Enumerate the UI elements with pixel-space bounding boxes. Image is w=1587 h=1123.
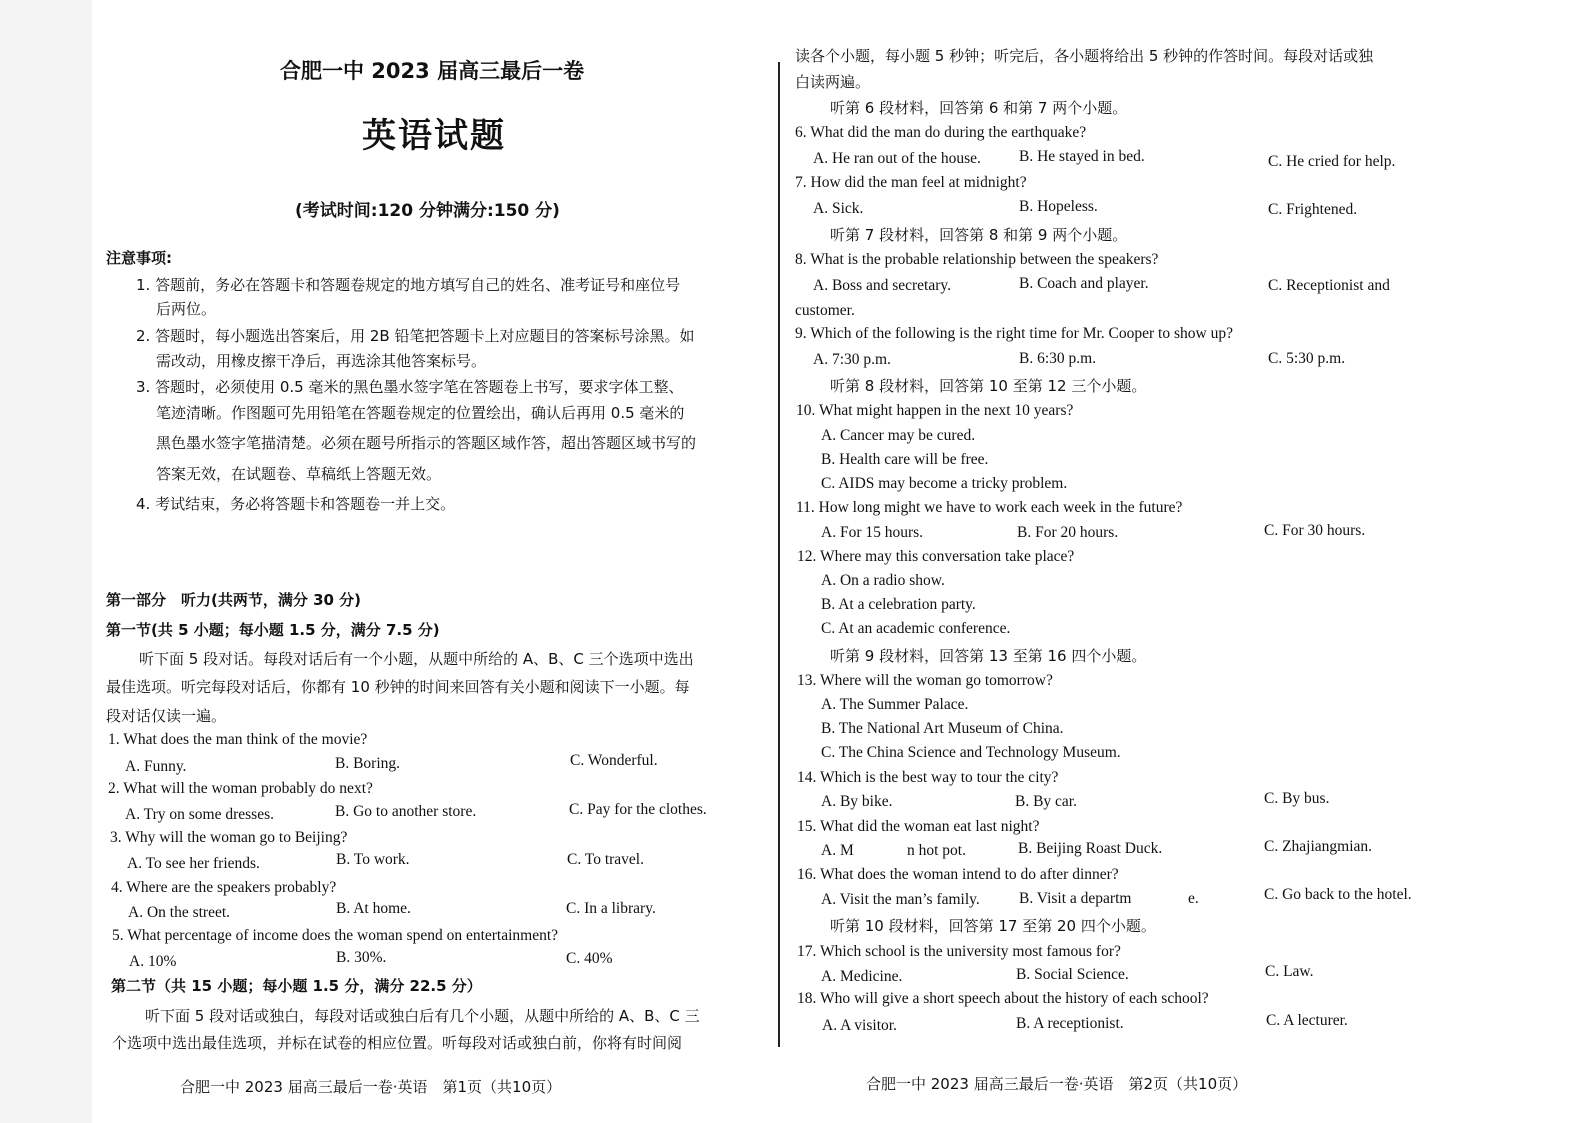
option-a: A. To see her friends. bbox=[127, 855, 260, 872]
page-footer-right: 合肥一中 2023 届高三最后一卷·英语 第2页（共10页） bbox=[866, 1075, 1248, 1093]
material-heading: 听第 8 段材料，回答第 10 至第 12 三个小题。 bbox=[830, 377, 1147, 395]
notice-line: 4. 考试结束，务必将答题卡和答题卷一并上交。 bbox=[136, 495, 456, 513]
question-stem: 7. How did the man feel at midnight? bbox=[795, 174, 1027, 191]
question-stem: 18. Who will give a short speech about the history of each school? bbox=[797, 990, 1209, 1007]
option-b: B. Go to another store. bbox=[335, 803, 477, 820]
notice-line: 1. 答题前，务必在答题卡和答题卷规定的地方填写自己的姓名、准考证号和座位号 bbox=[136, 276, 681, 294]
question-stem: 13. Where will the woman go tomorrow? bbox=[797, 672, 1053, 689]
question-stem: 14. Which is the best way to tour the city? bbox=[797, 769, 1059, 786]
option-b: B. To work. bbox=[336, 851, 410, 868]
section2-instruction: 听下面 5 段对话或独白，每段对话或独白后有几个小题，从题中所给的 A、B、C 三 bbox=[145, 1007, 700, 1025]
option-a: A. 7:30 p.m. bbox=[813, 351, 891, 368]
option-a: A. For 15 hours. bbox=[821, 524, 924, 541]
part1-heading: 第一部分 听力(共两节，满分 30 分) bbox=[106, 591, 362, 609]
question-stem: 12. Where may this conversation take place? bbox=[797, 548, 1075, 565]
option-a: A. The Summer Palace. bbox=[821, 696, 969, 713]
option-a: A. By bike. bbox=[821, 793, 893, 810]
scan-margin-shade bbox=[0, 0, 92, 1123]
option-b: B. Visit a departm bbox=[1019, 890, 1132, 907]
option-c: C. 40% bbox=[566, 950, 613, 967]
notice-line: 需改动，用橡皮擦干净后，再选涂其他答案标号。 bbox=[156, 352, 487, 370]
option-c: C. He cried for help. bbox=[1268, 153, 1396, 170]
option-c: C. To travel. bbox=[567, 851, 644, 868]
option-b: B. Hopeless. bbox=[1019, 198, 1098, 215]
option-b: B. Beijing Roast Duck. bbox=[1018, 840, 1163, 857]
intro-line: 读各个小题，每小题 5 秒钟；听完后，各小题将给出 5 秒钟的作答时间。每段对话或独 bbox=[795, 47, 1374, 65]
option-a: A. On the street. bbox=[128, 904, 231, 921]
option-c: C. Frightened. bbox=[1268, 201, 1358, 218]
option-c: C. Wonderful. bbox=[570, 752, 658, 769]
option-c: C. In a library. bbox=[566, 900, 656, 917]
question-stem: 1. What does the man think of the movie? bbox=[108, 731, 368, 748]
material-heading: 听第 6 段材料，回答第 6 和第 7 两个小题。 bbox=[830, 99, 1128, 117]
question-stem: 9. Which of the following is the right time for Mr. Cooper to show up? bbox=[795, 325, 1233, 342]
option-c: C. The China Science and Technology Museum. bbox=[821, 744, 1121, 761]
option-c: C. Pay for the clothes. bbox=[569, 801, 707, 818]
notice-line: 笔迹清晰。作图题可先用铅笔在答题卷规定的位置绘出，确认后再用 0.5 毫米的 bbox=[156, 404, 685, 422]
option-c: C. Zhajiangmian. bbox=[1264, 838, 1373, 855]
option-a: A. Cancer may be cured. bbox=[821, 427, 976, 444]
intro-line: 白读两遍。 bbox=[795, 73, 871, 91]
option-c: C. A lecturer. bbox=[1266, 1012, 1348, 1029]
exam-school-title: 合肥一中 2023 届高三最后一卷 bbox=[280, 59, 585, 83]
option-c-continuation: customer. bbox=[795, 302, 855, 319]
option-b: B. He stayed in bed. bbox=[1019, 148, 1145, 165]
option-a: A. Visit the man’s family. bbox=[821, 891, 980, 908]
option-a: A. A visitor. bbox=[822, 1017, 897, 1034]
option-b-fragment: e. bbox=[1188, 890, 1199, 907]
material-heading: 听第 10 段材料，回答第 17 至第 20 四个小题。 bbox=[830, 917, 1156, 935]
material-heading: 听第 9 段材料，回答第 13 至第 16 四个小题。 bbox=[830, 647, 1147, 665]
option-b: B. Health care will be free. bbox=[821, 451, 989, 468]
question-stem: 10. What might happen in the next 10 years? bbox=[796, 402, 1074, 419]
option-b: B. The National Art Museum of China. bbox=[821, 720, 1064, 737]
option-b: B. Social Science. bbox=[1016, 966, 1129, 983]
question-stem: 3. Why will the woman go to Beijing? bbox=[110, 829, 348, 846]
option-a-fragment: n hot pot. bbox=[907, 842, 966, 859]
option-c: C. Receptionist and bbox=[1268, 277, 1390, 294]
option-b: B. 30%. bbox=[336, 949, 387, 966]
question-stem: 2. What will the woman probably do next? bbox=[108, 780, 373, 797]
section1-instruction: 听下面 5 段对话。每段对话后有一个小题，从题中所给的 A、B、C 三个选项中选出 bbox=[139, 650, 694, 668]
option-b: B. At a celebration party. bbox=[821, 596, 976, 613]
option-a: A. Funny. bbox=[125, 758, 187, 775]
page-divider bbox=[778, 62, 780, 1047]
option-b: B. A receptionist. bbox=[1016, 1015, 1124, 1032]
notice-line: 黑色墨水签字笔描清楚。必须在题号所指示的答题区域作答，超出答题区域书写的 bbox=[156, 434, 697, 452]
section2-instruction: 个选项中选出最佳选项，并标在试卷的相应位置。听每段对话或独白前，你将有时间阅 bbox=[112, 1034, 683, 1052]
option-a: A. He ran out of the house. bbox=[813, 150, 981, 167]
option-c: C. Law. bbox=[1265, 963, 1314, 980]
option-a: A. Medicine. bbox=[821, 968, 903, 985]
page-footer-left: 合肥一中 2023 届高三最后一卷·英语 第1页（共10页） bbox=[180, 1078, 562, 1096]
option-a: A. Try on some dresses. bbox=[125, 806, 274, 823]
section1-heading: 第一节(共 5 小题；每小题 1.5 分，满分 7.5 分) bbox=[106, 621, 440, 639]
option-b: B. Coach and player. bbox=[1019, 275, 1149, 292]
section1-instruction: 最佳选项。听完每段对话后，你都有 10 秒钟的时间来回答有关小题和阅读下一小题。每 bbox=[106, 678, 690, 696]
question-stem: 6. What did the man do during the earthquake? bbox=[795, 124, 1087, 141]
notice-line: 答案无效，在试题卷、草稿纸上答题无效。 bbox=[156, 465, 442, 483]
section2-heading: 第二节（共 15 小题；每小题 1.5 分，满分 22.5 分） bbox=[111, 977, 482, 995]
option-a: A. Boss and secretary. bbox=[813, 277, 952, 294]
question-stem: 17. Which school is the university most famous for? bbox=[797, 943, 1121, 960]
option-a: A. M bbox=[821, 842, 854, 859]
option-b: B. 6:30 p.m. bbox=[1019, 350, 1097, 367]
option-b: B. Boring. bbox=[335, 755, 401, 772]
option-c: C. At an academic conference. bbox=[821, 620, 1011, 637]
notice-line: 2. 答题时，每小题选出答案后，用 2B 铅笔把答题卡上对应题目的答案标号涂黑。如 bbox=[136, 327, 695, 345]
section1-instruction: 段对话仅读一遍。 bbox=[106, 707, 227, 725]
option-a: A. Sick. bbox=[813, 200, 864, 217]
option-c: C. 5:30 p.m. bbox=[1268, 350, 1346, 367]
material-heading: 听第 7 段材料，回答第 8 和第 9 两个小题。 bbox=[830, 226, 1128, 244]
option-b: B. By car. bbox=[1015, 793, 1077, 810]
option-c: C. AIDS may become a tricky problem. bbox=[821, 475, 1068, 492]
notice-line: 3. 答题时，必须使用 0.5 毫米的黑色墨水签字笔在答题卷上书写，要求字体工整、 bbox=[136, 378, 684, 396]
question-stem: 8. What is the probable relationship between the speakers? bbox=[795, 251, 1159, 268]
question-stem: 15. What did the woman eat last night? bbox=[797, 818, 1040, 835]
question-stem: 4. Where are the speakers probably? bbox=[111, 879, 337, 896]
question-stem: 16. What does the woman intend to do after dinner? bbox=[797, 866, 1119, 883]
exam-subject-title: 英语试题 bbox=[362, 116, 506, 156]
notice-heading: 注意事项: bbox=[106, 249, 172, 267]
exam-time-info: (考试时间:120 分钟满分:150 分) bbox=[295, 201, 560, 221]
option-c: C. For 30 hours. bbox=[1264, 522, 1366, 539]
question-stem: 11. How long might we have to work each week in the future? bbox=[796, 499, 1183, 516]
option-b: B. For 20 hours. bbox=[1017, 524, 1119, 541]
option-c: C. By bus. bbox=[1264, 790, 1330, 807]
option-a: A. On a radio show. bbox=[821, 572, 945, 589]
option-c: C. Go back to the hotel. bbox=[1264, 886, 1412, 903]
notice-line: 后两位。 bbox=[156, 300, 217, 318]
option-b: B. At home. bbox=[336, 900, 411, 917]
question-stem: 5. What percentage of income does the woman spend on entertainment? bbox=[112, 927, 559, 944]
option-a: A. 10% bbox=[129, 953, 177, 970]
